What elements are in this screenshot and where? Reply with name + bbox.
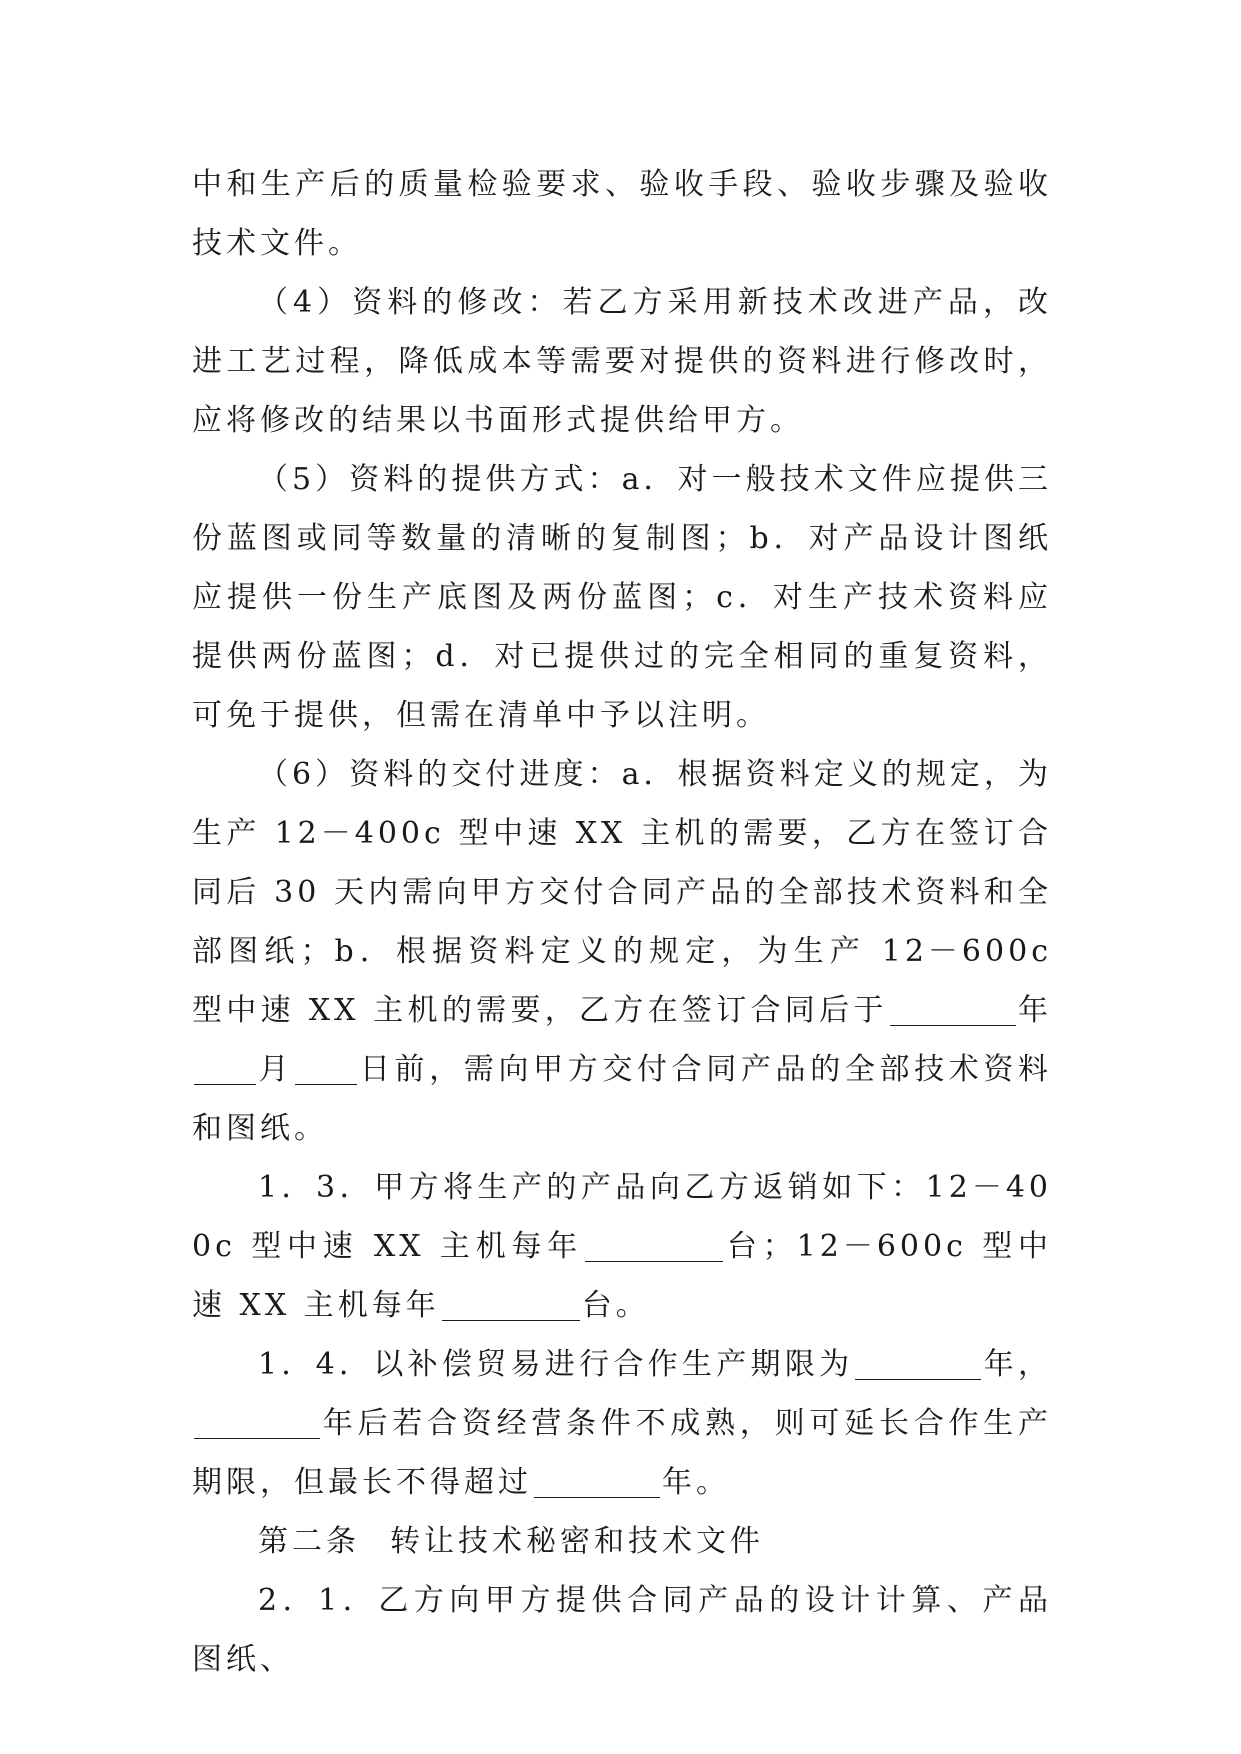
term-years-blank[interactable] xyxy=(855,1345,981,1380)
month-blank[interactable] xyxy=(194,1050,256,1085)
paragraph-delivery-schedule xyxy=(192,745,1052,1158)
paragraph-technical-docs: 2．1．乙方向甲方提供合同产品的设计计算、产品图纸、 xyxy=(192,1583,1052,1677)
term-max-years-blank[interactable] xyxy=(534,1463,660,1498)
buyback-text-2: 台；12－600c 型中速 XX 主机每年 xyxy=(192,1229,1052,1323)
delivery-schedule-text: （6）资料的交付进度：a．根据资料定义的规定，为生产 12－400c 型中速 XX 主机的需要，乙方在签订合同后 30 天内需向甲方交付合同产品的全部技术资料和全部图纸；b．根据资料定义的规定，为生产 12－600c 型中速 XX 主机的需要，乙方在签订合同后于 xyxy=(192,757,1052,1028)
year-label: 年 xyxy=(1017,993,1052,1028)
term-text-4: 年。 xyxy=(662,1465,730,1500)
buyback-text-1: 1．3．甲方将生产的产品向乙方返销如下：12－400c 型中速 XX 主机每年 xyxy=(192,1170,1052,1264)
article-number: 第二条 xyxy=(258,1524,360,1559)
buyback-text-3: 台。 xyxy=(581,1288,650,1323)
paragraph-data-modification: （4）资料的修改：若乙方采用新技术改进产品，改进工艺过程，降低成本等需要对提供的资料进行修改时，应将修改的结果以书面形式提供给甲方。 xyxy=(192,285,1052,438)
paragraph-quality-inspection: 中和生产后的质量检验要求、验收手段、验收步骤及验收技术文件。 xyxy=(192,167,1052,261)
day-label: 日前， xyxy=(359,1052,464,1087)
paragraph-data-delivery-method: （5）资料的提供方式：a．对一般技术文件应提供三份蓝图或同等数量的清晰的复制图；b．对产品设计图纸应提供一份生产底图及两份蓝图；c．对生产技术资料应提供两份蓝图；d．对已提供过的完全相同的重复资料，可免于提供，但需在清单中予以注明。 xyxy=(192,462,1052,733)
units-400c-blank[interactable] xyxy=(585,1227,723,1262)
term-after-years-blank[interactable] xyxy=(194,1404,320,1439)
article-title: 转让技术秘密和技术文件 xyxy=(390,1524,764,1559)
paragraph-buyback xyxy=(192,1158,1052,1335)
paragraph-cooperation-term xyxy=(192,1335,1052,1512)
units-600c-blank[interactable] xyxy=(442,1286,580,1321)
term-text-1: 1．4．以补偿贸易进行合作生产期限为 xyxy=(258,1347,854,1382)
document-body xyxy=(192,155,1052,1689)
term-text-2: 年， xyxy=(983,1347,1052,1382)
delivery-schedule-text-end: 需向甲方交付合同产品的全部技术资料和图纸。 xyxy=(192,1052,1053,1146)
term-text-3: 年后若合资经营条件不成熟，则可延长合作生产期限，但最长不得超过 xyxy=(192,1406,1052,1500)
article-heading xyxy=(192,1512,1052,1571)
year-blank[interactable] xyxy=(890,991,1016,1026)
day-blank[interactable] xyxy=(295,1050,357,1085)
month-label: 月 xyxy=(258,1052,294,1087)
